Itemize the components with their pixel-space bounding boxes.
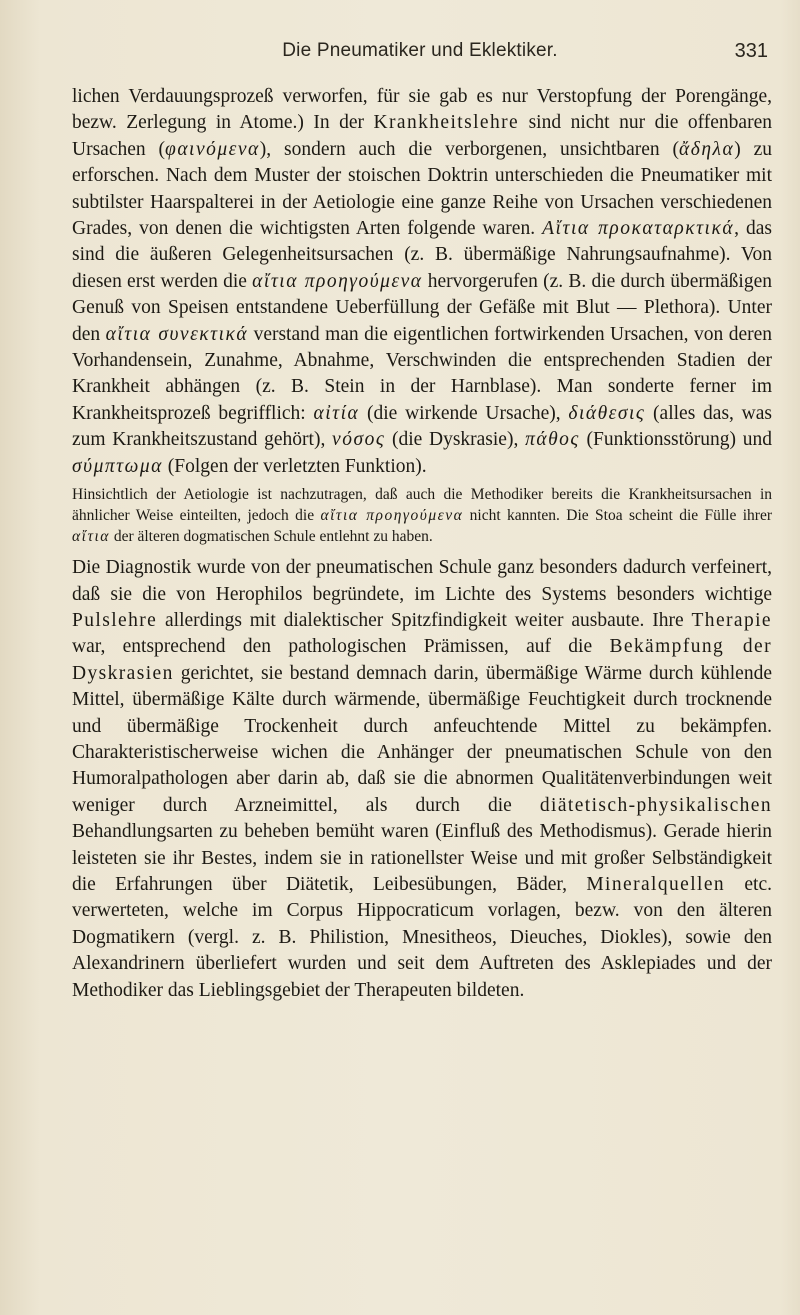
text-run: (die wirkende Ursache), — [359, 402, 569, 424]
greek-term: αἴτια προηγούμενα — [252, 270, 423, 292]
paragraph-diagnostik — [72, 555, 772, 1004]
text-run: (alles das, was zum Krankheitszustand gehört), — [72, 402, 772, 451]
paragraph-krankheitslehre — [72, 84, 772, 480]
emphasis-krankheitslehre: Krankheitslehre — [373, 112, 520, 134]
greek-term: αἴτια συνεκτικά — [105, 323, 249, 345]
greek-term: διάθεσις — [568, 402, 646, 424]
text-run: (Folgen der verletzten Funktion). — [162, 455, 427, 477]
greek-term: σύμπτωμα — [72, 455, 163, 477]
emphasis-diaetetisch: diätetisch-physikalischen — [539, 794, 772, 816]
emphasis-pulslehre: Pulslehre — [72, 609, 158, 631]
greek-term: αἴτια — [72, 528, 110, 546]
text-run: ), sondern auch die verborgenen, unsichtbaren ( — [259, 138, 680, 160]
text-run: Die Diagnostik wurde von der pneumatischen Schule ganz besonders dadurch verfeinert, daß sie die von Herophilos begründete, im Lichte des Systems besonders wichtige — [72, 557, 772, 605]
text-run: verstand man die eigentlichen fortwirkenden Ursachen, von deren Vorhandensein, Zunahme, Abnahme, Verschwinden die entsprechenden Stadien der Krankheit abhängen (z. B. Stein in der Harnblase). Man sonderte ferner im Krankheitsprozeß begrifflich: — [72, 323, 772, 424]
text-run: nicht kannten. Die Stoa scheint die Fülle ihrer — [463, 507, 772, 525]
text-run: Behandlungsarten zu beheben bemüht waren (Einfluß des Methodismus). Gerade hierin leisteten sie ihr Bestes, indem sie in rationellster Weise und mit großer Selbständigkeit die Erfahrungen über Diätetik, Leibesübungen, Bäder, — [72, 821, 772, 895]
emphasis-bekaempfung: Bekämpfung der Dyskrasien — [72, 636, 772, 684]
text-run: , das sind die äußeren Gelegenheitsursachen (z. B. übermäßige Nahrungsaufnahme). Von diesen erst werden die — [72, 218, 772, 292]
page-header — [72, 40, 768, 80]
text-run: (Funktionsstörung) und — [579, 429, 773, 451]
text-run: hervorgerufen (z. B. die durch übermäßigen Genuß von Speisen entstandene Ueberfüllung der Gefäße mit Blut — Plethora). Unter den — [72, 270, 772, 345]
page-number: 331 — [734, 40, 768, 62]
greek-term: νόσος — [332, 429, 386, 451]
greek-term: ἄδηλα — [679, 138, 735, 160]
greek-term: φαινόμενα — [165, 138, 260, 160]
greek-term: αἴτια προηγούμενα — [320, 507, 464, 525]
footnote-aetiologie — [72, 484, 772, 547]
text-run: (die Dyskrasie), — [385, 429, 526, 451]
text-run: war, entsprechend den pathologischen Prämissen, auf die — [72, 636, 610, 658]
text-run: Hinsichtlich der Aetiologie ist nachzutragen, daß auch die Methodiker bereits die Krankheitsursachen in ähnlicher Weise einteilten, jedoch die — [72, 486, 772, 525]
text-run: ) zu erforschen. Nach dem Muster der stoischen Doktrin unterschieden die Pneumatiker mit subtilster Haarspalterei in der Aetiologie eine ganze Reihe von Ursachen verschiedenen Grades, von denen die wichtigsten Arten folgende waren. — [72, 138, 772, 240]
greek-term: πάθος — [525, 429, 580, 451]
greek-term: Αἴτια προκαταρκτικά — [542, 218, 735, 240]
running-head: Die Pneumatiker und Eklektiker. — [282, 40, 558, 61]
text-run: allerdings mit dialektischer Spitzfindigkeit weiter ausbaute. Ihre — [157, 609, 692, 631]
text-run: lichen Verdauungsprozeß verworfen, für sie gab es nur Verstopfung der Porengänge, bezw. Zerlegung in Atome.) In der — [72, 86, 772, 134]
body-text — [72, 84, 772, 1004]
text-run: etc. verwerteten, welche im Corpus Hippocraticum vorlagen, bezw. von den älteren Dogmatikern (vergl. z. B. Philistion, Mnesitheos, Dieuches, Diokles), sowie den Alexandrinern überliefert wurden und seit dem Auftreten des Asklepiades und der Methodiker das Lieblingsgebiet der Therapeuten bildeten. — [72, 873, 772, 1001]
emphasis-therapie: Therapie — [691, 609, 772, 631]
text-run: gerichtet, sie bestand demnach darin, übermäßige Wärme durch kühlende Mittel, übermäßige Kälte durch wärmende, übermäßige Feuchtigkeit durch trocknende und übermäßige Trockenheit durch anfeuchtende Mittel zu bekämpfen. Charakteristischerweise wichen die Anhänger der pneumatischen Schule von den Humoralpathologen aber darin ab, daß sie die abnormen Qualitätenverbindungen weit weniger durch Arzneimittel, als durch die — [72, 662, 772, 816]
emphasis-mineralquellen: Mineralquellen — [586, 873, 726, 895]
greek-term: αἰτία — [313, 402, 360, 424]
text-run: sind nicht nur die offenbaren Ursachen ( — [72, 112, 772, 160]
text-run: der älteren dogmatischen Schule entlehnt zu haben. — [109, 528, 433, 546]
